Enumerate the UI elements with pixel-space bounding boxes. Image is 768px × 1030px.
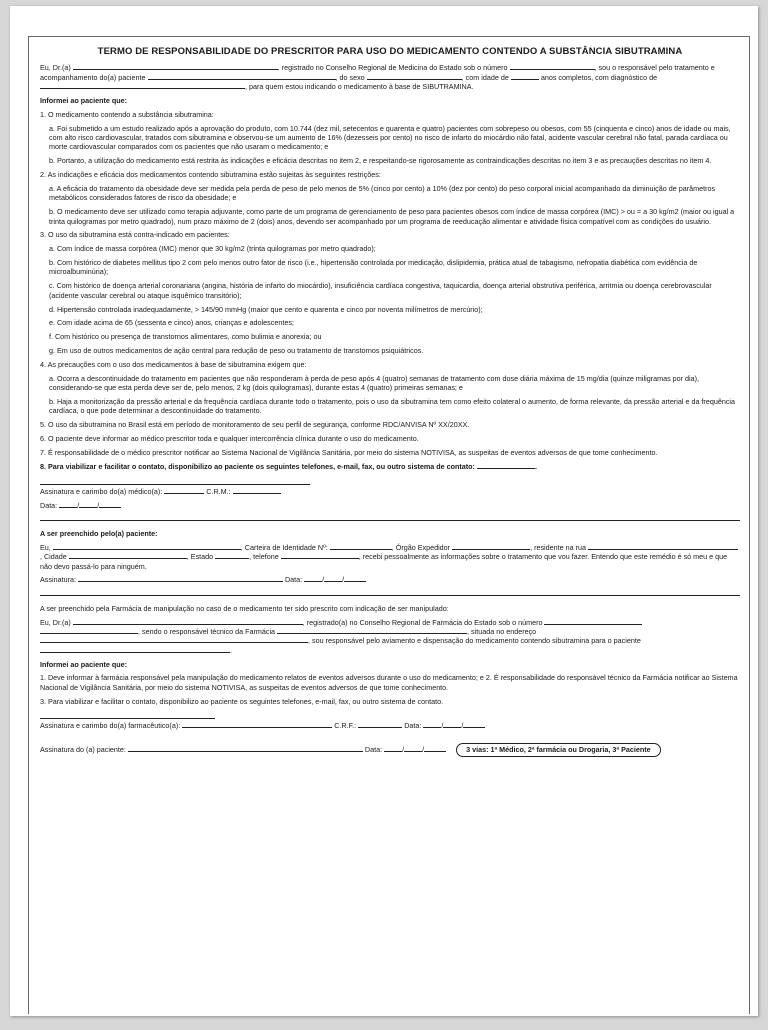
- patient-text: , recebi pessoalmente as: [358, 552, 439, 562]
- intro-text: idade de: [481, 72, 509, 82]
- contact-field[interactable]: [477, 462, 535, 469]
- document-page: [10, 6, 758, 1016]
- section-2-head: 2. As indicações e eficácia dos medicamentos contendo sibutramina estão sujeitas às seguintes restrições:: [40, 170, 381, 180]
- crf-label: C.R.F.:: [334, 721, 357, 731]
- section-8: [40, 462, 740, 471]
- crf-field[interactable]: [358, 721, 402, 728]
- section-8-end: .: [534, 461, 537, 471]
- doctor-signature-row: [40, 487, 740, 496]
- pharmacy-text: Eu, Dr.(a): [40, 617, 71, 627]
- section-5: 5. O uso da sibutramina no Brasil está em período de monitoramento de seu perfil de segurança, conforme RDC/ANVISA Nº XX/20XX.: [40, 420, 470, 430]
- section-3-g: g. Em uso de outros medicamentos de ação central para redução de peso ou tratamento de transtornos psiquiátricos.: [49, 346, 424, 356]
- date-year-field[interactable]: [461, 721, 485, 731]
- pharmacy-item-3: 3. Para viabilizar e facilitar o contato, disponibilizo ao paciente os seguintes telefones, e-mail, fax, ou outro sistema de contato.: [40, 696, 444, 706]
- diagnosis-field[interactable]: [40, 82, 245, 89]
- pharmacy-text: , situada no endereço: [467, 626, 537, 636]
- date-sep: /: [342, 575, 345, 585]
- id-number-field[interactable]: [330, 543, 392, 550]
- crm-field[interactable]: [233, 487, 281, 494]
- doctor-name-field[interactable]: [73, 63, 278, 70]
- patient-name-field[interactable]: [53, 543, 241, 550]
- intro-text: Eu, Dr.(a): [40, 63, 71, 73]
- crm-label: C.R.M.:: [206, 486, 231, 496]
- issuing-agency-field[interactable]: [452, 543, 530, 550]
- doctor-signature-line[interactable]: [40, 484, 310, 485]
- pharmacy-item-1: 1. Deve informar à farmácia responsável pela manipulação do medicamento relatos de eventos adversos durante o uso do medicamento; e 2. É responsabilidade do responsável técnico da Farmácia notificar ao Sistema Nacional de Vigilância Sanitária, por meio do sistema NOTIVISA, as suspeitas de eventos adversos de que tome conhecimento.: [40, 673, 738, 692]
- pharmacist-signature-line[interactable]: [40, 718, 215, 719]
- street-field[interactable]: [588, 543, 738, 550]
- document-title: TERMO DE RESPONSABILIDADE DO PRESCRITOR PARA USO DO MEDICAMENTO CONTENDO A SUBSTÂNCIA SIBUTRAMINA: [97, 46, 683, 57]
- pharmacy-section-head: A ser preenchido pela Farmácia de manipulação no caso de o medicamento ter sido prescrito com indicação de ser manipulado:: [40, 603, 449, 613]
- date-year-field[interactable]: [342, 575, 366, 585]
- section-3-f: f. Com histórico ou presença de transtornos alimentares, como bulimia e anorexia; ou: [49, 332, 322, 342]
- intro-text: , para quem estou indicando o medicamento à base de: [245, 82, 421, 92]
- date-label: Data:: [40, 500, 58, 510]
- pharmacy-address-field[interactable]: [40, 636, 308, 643]
- intro-paragraph: [40, 63, 740, 91]
- section-3-a: a. Com índice de massa corpórea (IMC) menor que 30 kg/m2 (trinta quilogramas por metro quadrado);: [49, 244, 376, 254]
- pharmacy-text: , sendo o responsável técnico da Farmácia: [138, 626, 276, 636]
- section-1-head: 1. O medicamento contendo a substância sibutramina:: [40, 109, 214, 119]
- patient-text: , residente na rua: [530, 542, 587, 552]
- inform-label: Informei ao paciente que:: [40, 95, 128, 105]
- patient-section-head: A ser preenchido pelo(a) paciente:: [40, 528, 158, 538]
- pharmacy-text: , sou responsável pelo aviamento e dispensação do medicamento contendo sibutramina para o: [308, 636, 612, 646]
- doctor-date-row: [40, 501, 740, 510]
- intro-text: , registrado no Conselho Regional de Medicina do Estado sob o número: [277, 63, 508, 73]
- date-day-field[interactable]: [59, 500, 80, 510]
- intro-text: sou o responsável pelo tratamento e acompanhamento do(a) paciente: [40, 63, 715, 82]
- section-3-head: 3. O uso da sibutramina está contra-indicado em pacientes:: [40, 230, 230, 240]
- date-sep: /: [441, 721, 444, 731]
- patient-paragraph: [40, 543, 740, 571]
- date-label: Data:: [404, 721, 422, 731]
- date-label: Data:: [364, 745, 383, 755]
- patient-text: , Cidade: [40, 552, 67, 562]
- document-body: [40, 46, 740, 761]
- phone-field[interactable]: [281, 552, 359, 559]
- pharmacist-name-field[interactable]: [73, 618, 303, 625]
- patient-age-field[interactable]: [511, 73, 539, 80]
- patient-final-signature-field[interactable]: [128, 745, 363, 752]
- pharmacy-paragraph: [40, 618, 740, 655]
- patient-text: informações sobre o tratamento que vou fazer. Entendo que este remédio é só meu e que não devo passá-lo para ninguém.: [40, 552, 728, 571]
- date-sep: /: [422, 745, 425, 755]
- footer-row: [40, 743, 740, 756]
- date-sep: /: [402, 745, 405, 755]
- date-label: Data:: [284, 575, 303, 585]
- date-sep: /: [322, 575, 325, 585]
- section-8-text: 8. Para viabilizar e facilitar o contato, disponibilizo ao paciente os seguintes telefones, e-mail, fax, ou outro sistema de contato:: [40, 461, 475, 471]
- patient-signature-field[interactable]: [78, 575, 283, 582]
- pharmacy-text: paciente: [613, 636, 641, 646]
- pharmacy-text: .: [230, 645, 232, 655]
- section-1-b: b. Portanto, a utilização do medicamento está restrita às indicações e eficácia descritas no item 2, e respeitando-se rigorosamente as contraindicações descritas no item 3 e as precauções descritas no item 4.: [49, 156, 712, 166]
- section-3-e: e. Com idade acima de 65 (sessenta e cinco) anos, crianças e adolescentes;: [49, 318, 294, 328]
- section-7: 7. É responsabilidade de o médico prescritor notificar ao Sistema Nacional de Vigilância Sanitária, por meio do sistema NOTIVISA, as suspeitas de eventos adversos de que tome conhecimento.: [40, 447, 658, 457]
- intro-text: ,: [594, 63, 597, 73]
- section-4-a: a. Ocorra a descontinuidade do tratamento em pacientes que não responderam à perda de peso após 4 (quatro) semanas de tratamento com dose diária máxima de 15 mg/dia (quinze miligramas por dia), considerando-se que esta perda deve ser de, pelo menos, 2 kg (dois quilogramas), durante estas 4 (quatro) primeiras semanas; e: [49, 373, 700, 393]
- section-6: 6. O paciente deve informar ao médico prescritor toda e qualquer intercorrência clínica durante o uso do medicamento.: [40, 434, 419, 444]
- patient-text: , Carteira de Identidade Nº:: [240, 542, 328, 552]
- date-day-field[interactable]: [304, 575, 325, 585]
- intro-text: anos completos, com diagnóstico de: [540, 72, 658, 82]
- crf-number-field[interactable]: [544, 618, 642, 625]
- date-month-field[interactable]: [441, 721, 464, 731]
- pharmacist-signature-label: Assinatura e carimbo do(a) farmacêutico(a):: [40, 721, 181, 731]
- doctor-signature-label: Assinatura e carimbo do(a) médico(a):: [40, 486, 163, 496]
- pharmacy-inform-label: Informei ao paciente que:: [40, 659, 128, 669]
- date-month-field[interactable]: [322, 575, 345, 585]
- patient-text: , Órgão Expedidor: [391, 542, 451, 552]
- date-year-field[interactable]: [99, 501, 121, 508]
- date-year-field[interactable]: [422, 745, 446, 755]
- pharmacist-signature-field[interactable]: [182, 721, 332, 728]
- section-1-a: a. Foi submetido a um estudo realizado após a aprovação do produto, com 10.744 (dez mil, setecentos e quarenta e quatro) pacientes com sobrepeso ou obesos, com 55 (cinquenta e cinco) anos de idade ou mais, com alto risco cardiovascular, tratados com sibutramina e observou-se um aumento de 16% (dezesseis por cento) no risco de infarto do miocárdio não fatal, acidente vascular cerebral não fatal, parada cardíaca ou morte cardiovascular comparados com os pacientes que não usaram o medicamento; e: [49, 123, 731, 152]
- intro-text: SIBUTRAMINA.: [422, 82, 474, 92]
- pharmacy-text: , registrado(a) no Conselho Regional de Farmácia do Estado sob o número: [302, 617, 543, 627]
- patient-signature-label: Assinatura do (a) paciente:: [40, 745, 126, 755]
- section-divider: [40, 520, 740, 521]
- date-sep: /: [97, 500, 100, 510]
- date-day-field[interactable]: [384, 745, 405, 755]
- section-4-head: 4. As precauções com o uso dos medicamentos à base de sibutramina exigem que:: [40, 359, 307, 369]
- section-2-b: b. O medicamento deve ser utilizado como terapia adjuvante, como parte de um programa de gerenciamento de peso para pacientes obesos com índice de massa corpórea (IMC) > ou = a 30 kg/m2 (maior ou igual a trinta quilogramas por metro quadrado), num prazo máximo de 2 (dois) anos, devendo ser acompanhado por um programa de reeducação alimentar e atividade física compatível com as condições do usuário.: [49, 207, 735, 226]
- pharmacy-patient-field[interactable]: [40, 646, 230, 653]
- patient-text: , Estado: [186, 552, 214, 562]
- crf-number-field-2[interactable]: [40, 627, 138, 634]
- patient-signature-row: [40, 575, 740, 584]
- date-month-field[interactable]: [79, 500, 100, 510]
- patient-sex-field[interactable]: [367, 73, 462, 80]
- doctor-signature-field[interactable]: [164, 487, 204, 494]
- section-3-c: c. Com histórico de doença arterial coronariana (angina, história de infarto do miocárdio), insuficiência cardíaca congestiva, taquicardia, doença arterial obstrutiva periférica, arritmia ou doença cerebrovascular (acidente vascular cerebral ou ataque isquêmico transitório);: [49, 281, 712, 300]
- intro-text: , com: [461, 72, 480, 82]
- date-sep: /: [77, 500, 80, 510]
- pharmacist-signature-row: [40, 721, 740, 730]
- crm-number-field[interactable]: [510, 63, 597, 73]
- patient-text: Eu,: [40, 542, 51, 552]
- copies-stamp: 3 vias: 1ª Médico, 2ª farmácia ou Drogaria, 3ª Paciente: [456, 743, 661, 756]
- pharmacy-name-field[interactable]: [277, 627, 467, 634]
- section-3-d: d. Hipertensão controlada inadequadamente, > 145/90 mmHg (maior que cento e quarenta e cinco por noventa milímetros de mercúrio);: [49, 304, 483, 314]
- intro-text: , do sexo: [335, 72, 365, 82]
- date-month-field[interactable]: [402, 745, 425, 755]
- city-field[interactable]: [69, 552, 187, 559]
- section-divider: [40, 595, 740, 596]
- section-3-b: b. Com histórico de diabetes mellitus tipo 2 com pelo menos outro fator de risco (i.e., hipertensão controlada por medicação, dislipidemia, prática atual de tabagismo, nefropatia diabética com evidência de microalbuminúria);: [49, 258, 698, 277]
- date-sep: /: [461, 721, 464, 731]
- patient-text: , telefone: [249, 552, 279, 562]
- state-field[interactable]: [215, 552, 249, 559]
- patient-name-field[interactable]: [148, 73, 336, 80]
- date-day-field[interactable]: [423, 721, 444, 731]
- patient-signature-label: Assinatura:: [40, 575, 76, 585]
- section-4-b: b. Haja a monitorização da pressão arterial e da frequência cardíaca durante todo o tratamento, pois o uso da sibutramina tem como efeito colateral o aumento, de forma relevante, da pressão arterial e da frequência cardíaca, o que pode determinar a descontinuidade do tratamento.: [49, 397, 736, 416]
- section-2-a: a. A eficácia do tratamento da obesidade deve ser medida pela perda de peso de pelo menos de 5% (cinco por cento) a 10% (dez por cento) do peso corporal inicial acompanhado da diminuição de parâmetros metabólicos considerados fatores de risco da obesidade; e: [49, 183, 716, 203]
